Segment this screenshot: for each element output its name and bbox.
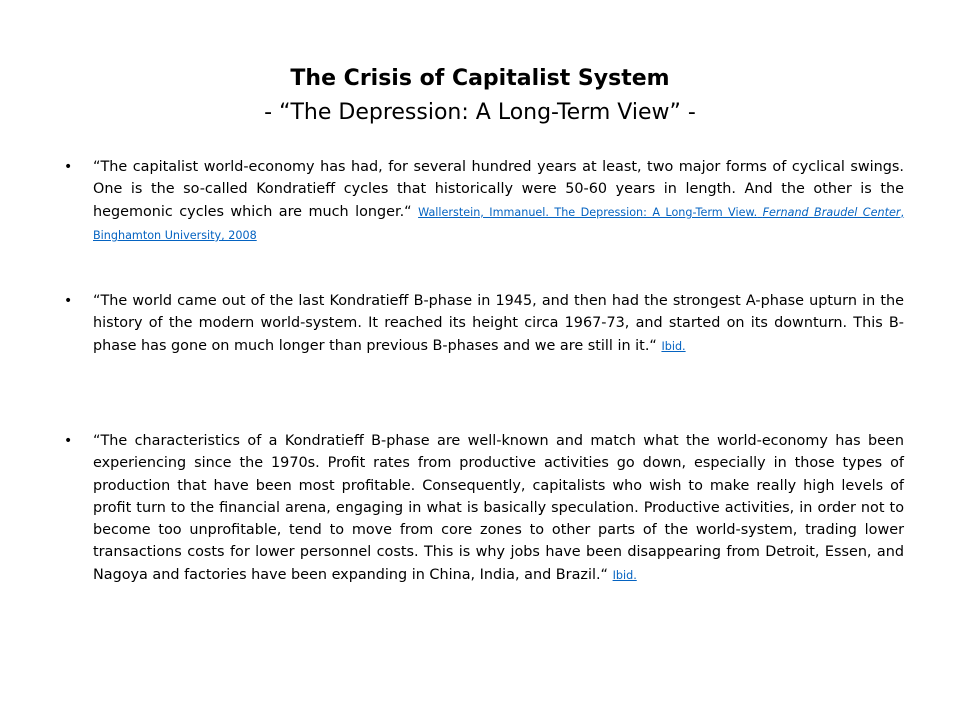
bullet-quote-3: “The characteristics of a Kondratieff B-phase are well-known and match what the world-economy has been experiencing since the 1970s. Profit rates from productive activities go down, especially in those types of production that have been most profitable. Consequently, capitalists who wish to make really high levels of profit turn to the financial arena, engaging in what is basically speculation. Productive activities, in order not to become too unprofitable, tend to move from core zones to other parts of the world-system, trading lower transactions costs for lower personnel costs. This is why jobs have been disappearing from Detroit, Essen, and Nagoya and factories have been expanding in China, India, and Brazil.“ <box>93 433 904 583</box>
source-link-ibid-2[interactable]: Ibid. <box>612 568 637 582</box>
bullet-dot-icon: • <box>64 433 73 449</box>
source-link-part-a: Wallerstein, Immanuel. The Depression: A Long-Term View. <box>418 205 758 219</box>
bullet-quote-2: “The world came out of the last Kondratieff B-phase in 1945, and then had the strongest A-phase upturn in the history of the modern world-system. It reached its height circa 1967-73, and started on its downturn. This B-phase has gone on much longer than previous B-phases and we are still in it.“ <box>93 293 904 354</box>
bullet-dot-icon: • <box>64 159 73 175</box>
bullet-item-3 <box>64 430 904 630</box>
bullet-list <box>64 156 904 630</box>
source-link-ibid-1[interactable]: Ibid. <box>661 339 686 353</box>
title-subtitle: - “The Depression: A Long-Term View” - <box>264 100 696 125</box>
source-link-part-b: Fernand Braudel Center <box>762 205 901 219</box>
bullet-quote-1: “The capitalist world-economy has had, for several hundred years at least, two major forms of cyclical swings. One is the so-called Kondratieff cycles that historically were 50-60 years in length. And the other is the hegemonic cycles which are much longer.“ <box>93 159 904 220</box>
bullet-dot-icon: • <box>64 293 73 309</box>
title-main: The Crisis of Capitalist System <box>290 66 670 91</box>
bullet-item-2 <box>64 290 904 430</box>
slide-title <box>80 62 880 130</box>
bullet-item-1 <box>64 156 904 290</box>
source-link-part-c: , Binghamton University, 2008 <box>93 205 905 242</box>
